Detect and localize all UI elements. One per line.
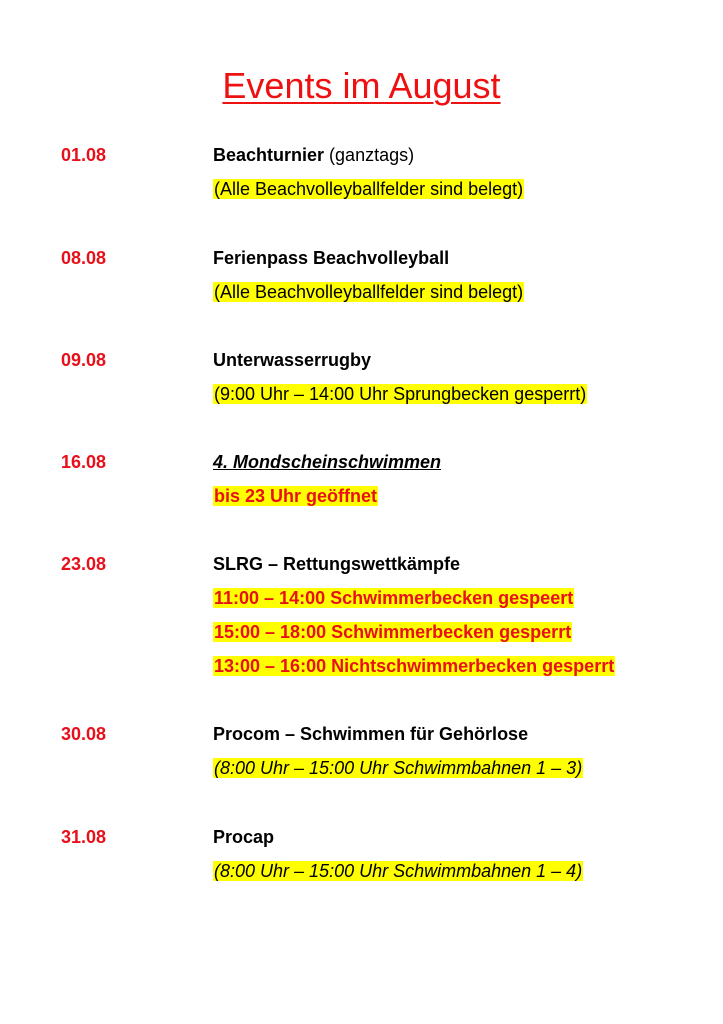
- event-name: Procap: [213, 827, 275, 847]
- event-name: Ferienpass Beachvolleyball: [213, 248, 450, 268]
- event-name: Beachturnier: [213, 145, 325, 165]
- event-note: (Alle Beachvolleyballfelder sind belegt): [214, 282, 524, 302]
- event-note: (Alle Beachvolleyballfelder sind belegt): [214, 179, 524, 199]
- event-note: 13:00 – 16:00 Nichtschwimmerbecken gesperrt: [214, 656, 615, 676]
- event-name: Unterwasserrugby: [213, 350, 372, 370]
- event-date: 31.08: [61, 827, 107, 847]
- page-title: Events im August: [222, 65, 501, 106]
- event-date: 08.08: [61, 248, 107, 268]
- event-date: 09.08: [61, 350, 107, 370]
- event-title: [213, 143, 414, 167]
- event-note: bis 23 Uhr geöffnet: [214, 486, 378, 506]
- event-date: 01.08: [61, 145, 107, 165]
- event-note: 15:00 – 18:00 Schwimmerbecken gesperrt: [214, 622, 572, 642]
- event-name: SLRG – Rettungswettkämpfe: [213, 554, 461, 574]
- event-name: Procom – Schwimmen für Gehörlose: [213, 724, 529, 744]
- event-note: 11:00 – 14:00 Schwimmerbecken gespeert: [214, 588, 574, 608]
- event-note: (9:00 Uhr – 14:00 Uhr Sprungbecken gesperrt): [214, 384, 587, 404]
- event-note: (8:00 Uhr – 15:00 Uhr Schwimmbahnen 1 – 3): [214, 758, 583, 778]
- event-date: 16.08: [61, 452, 107, 472]
- event-name-extra: (ganztags): [324, 145, 415, 165]
- event-date: 30.08: [61, 724, 107, 744]
- event-date: 23.08: [61, 554, 107, 574]
- event-note: (8:00 Uhr – 15:00 Uhr Schwimmbahnen 1 – 4): [214, 861, 583, 881]
- event-name: 4. Mondscheinschwimmen: [213, 452, 442, 472]
